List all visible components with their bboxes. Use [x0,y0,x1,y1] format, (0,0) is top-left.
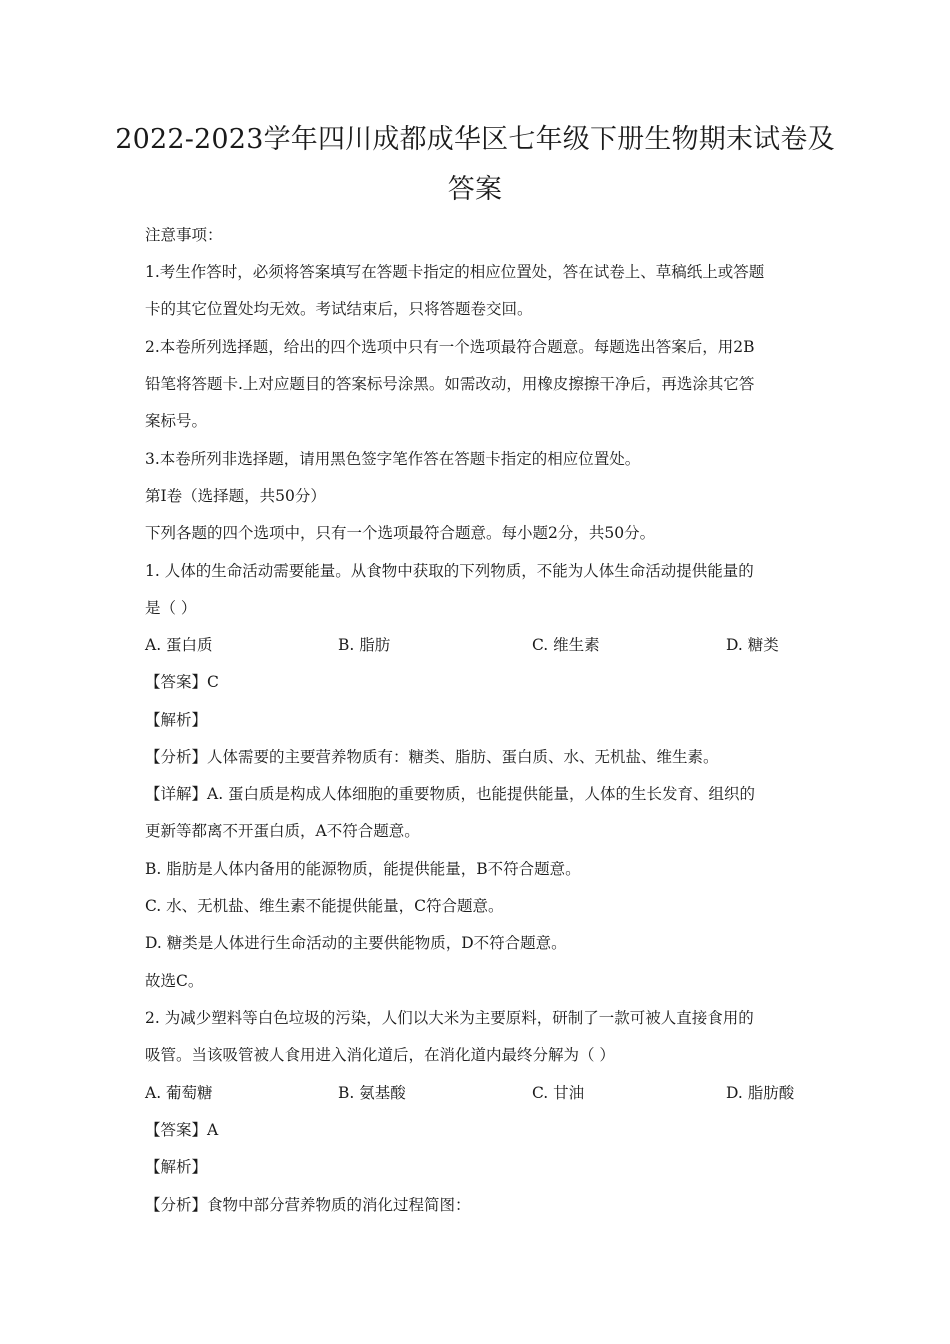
question-2-stem-line-2: 吸管。当该吸管被人食用进入消化道后，在消化道内最终分解为（ ） [145,1046,615,1064]
question-1-analysis-label: 【解析】 [145,711,208,729]
document-title-line-2: 答案 [447,174,503,205]
question-1-stem-line-2: 是（ ） [145,599,197,617]
question-2-option-b: B. 氨基酸 [338,1084,406,1102]
question-1-options [145,634,810,656]
notice-3: 3.本卷所列非选择题，请用黑色签字笔作答在答题卡指定的相应位置处。 [145,450,641,468]
question-2-answer: 【答案】A [145,1121,219,1139]
question-1-detail-c: C. 水、无机盐、维生素不能提供能量，C符合题意。 [145,897,504,915]
question-1-stem-line-1: 1. 人体的生命活动需要能量。从食物中获取的下列物质，不能为人体生命活动提供能量的 [145,562,754,580]
question-2-fenxi: 【分析】食物中部分营养物质的消化过程简图： [145,1196,471,1214]
notice-2-line-2: 铅笔将答题卡.上对应题目的答案标号涂黑。如需改动，用橡皮擦擦干净后，再选涂其它答 [145,375,755,393]
section-title: 第Ⅰ卷（选择题，共50分） [145,487,326,505]
question-1-option-d: D. 糖类 [726,636,779,654]
notice-1-line-1: 1.考生作答时，必须将答案填写在答题卡指定的相应位置处，答在试卷上、草稿纸上或答题 [145,263,765,281]
question-2-option-d: D. 脂肪酸 [726,1084,795,1102]
question-2-analysis-label: 【解析】 [145,1158,208,1176]
document-title-line-1: 2022-2023学年四川成都成华区七年级下册生物期末试卷及 [115,124,835,155]
question-1-answer: 【答案】C [145,673,219,691]
notice-2-line-3: 案标号。 [145,412,208,430]
section-intro: 下列各题的四个选项中，只有一个选项最符合题意。每小题2分，共50分。 [145,524,656,542]
question-1-detail-line-2: 更新等都离不开蛋白质，A不符合题意。 [145,822,420,840]
question-2-option-a: A. 葡萄糖 [145,1084,213,1102]
notice-heading: 注意事项： [145,226,223,244]
notice-1-line-2: 卡的其它位置处均无效。考试结束后，只将答题卷交回。 [145,300,533,318]
question-2-stem-line-1: 2. 为减少塑料等白色垃圾的污染，人们以大米为主要原料，研制了一款可被人直接食用的 [145,1009,754,1027]
question-1-option-a: A. 蛋白质 [145,636,213,654]
question-2-options [145,1082,810,1104]
question-1-option-c: C. 维生素 [532,636,600,654]
question-1-detail-line-1: 【详解】A. 蛋白质是构成人体细胞的重要物质，也能提供能量，人体的生长发育、组织的 [145,785,756,803]
question-1-fenxi: 【分析】人体需要的主要营养物质有：糖类、脂肪、蛋白质、水、无机盐、维生素。 [145,748,719,766]
question-1-conclusion: 故选C。 [145,972,204,990]
question-1-detail-d: D. 糖类是人体进行生命活动的主要供能物质，D不符合题意。 [145,934,567,952]
question-2-option-c: C. 甘油 [532,1084,585,1102]
question-1-option-b: B. 脂肪 [338,636,391,654]
notice-2-line-1: 2.本卷所列选择题，给出的四个选项中只有一个选项最符合题意。每题选出答案后，用2B [145,338,755,356]
question-1-detail-b: B. 脂肪是人体内备用的能源物质，能提供能量，B不符合题意。 [145,860,581,878]
